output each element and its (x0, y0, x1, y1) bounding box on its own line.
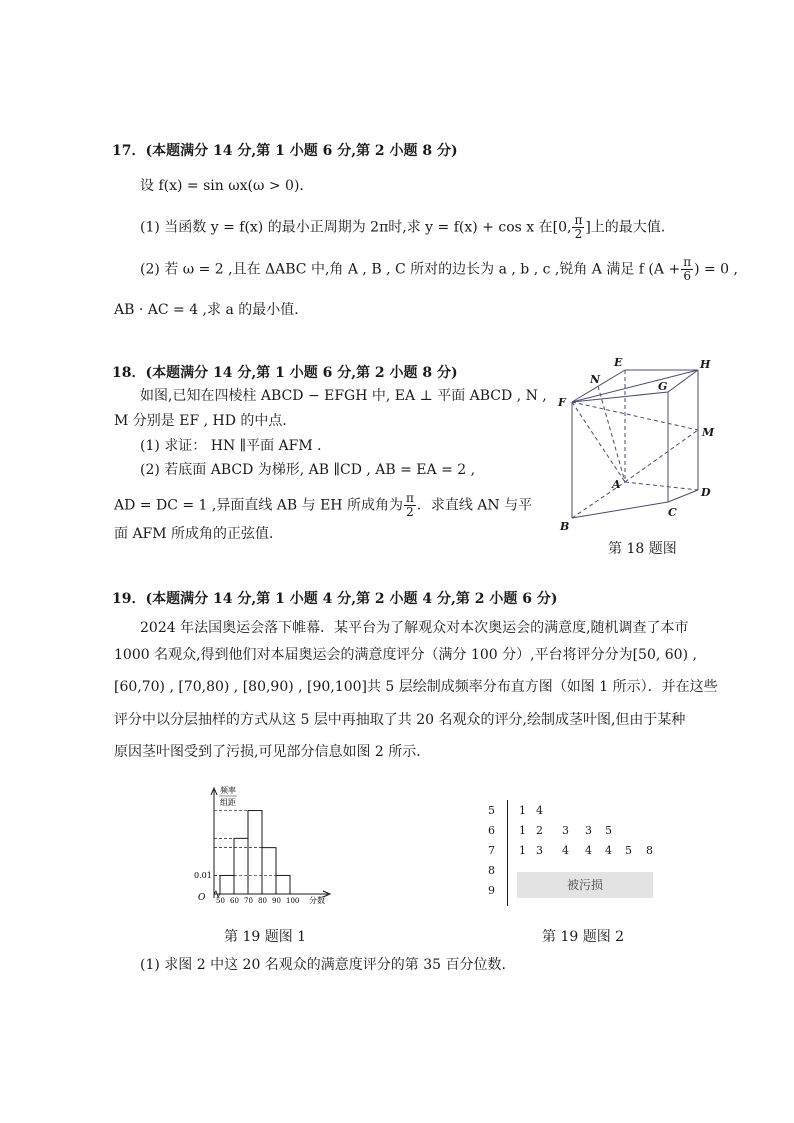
label-D: D (701, 486, 711, 499)
fraction-denominator: 2 (574, 227, 583, 241)
x-tick-label: 60 (230, 897, 239, 905)
label-H: H (700, 358, 711, 371)
histogram-bar (220, 875, 234, 894)
line-FM-hidden (572, 402, 698, 430)
q18-prism-figure (550, 350, 730, 540)
q19-line1: 2024 年法国奥运会落下帷幕．某平台为了解观众对本次奥运会的满意度,随机调查了本市 (140, 620, 689, 636)
q17-heading: 17．(本题满分 14 分,第 1 小题 6 分,第 2 小题 8 分) (112, 143, 458, 159)
q19-line4: 评分中以分层抽样的方式从这 5 层中再抽取了共 20 名观众的评分,绘制成茎叶图,但由于某种 (114, 712, 686, 728)
q18-line6: 面 AFM 所成角的正弦值． (114, 526, 284, 542)
x-tick-label: 90 (272, 897, 281, 905)
label-B: B (560, 520, 570, 533)
q19-heading: 19．(本题满分 14 分,第 1 小题 4 分,第 2 小题 4 分,第 2 小题 6 分) (112, 591, 558, 607)
fraction-numerator: π (683, 255, 692, 269)
q18-figure-caption: 第 18 题图 (608, 541, 677, 557)
q18-line5-text-a: AD = DC = 1 ,异面直线 AB 与 EH 所成角为 (114, 497, 403, 514)
q17-part2-text-a: (2) 若 ω = 2 ,且在 ΔABC 中,角 A , B , C 所对的边长为 a , b , c ,锐角 A 满足 f (A + (140, 261, 681, 278)
q18-line2: M 分别是 EF , HD 的中点． (114, 413, 297, 429)
origin-label: O (198, 893, 206, 903)
leaf: 3 (585, 824, 592, 837)
label-G: G (658, 380, 668, 393)
leaf: 4 (536, 804, 543, 817)
fraction-denominator: 6 (683, 269, 691, 283)
q17-setup: 设 f(x) = sin ωx(ω > 0)． (140, 178, 314, 194)
q17-part2-continued: AB · AC = 4 ,求 a 的最小值． (114, 302, 309, 318)
q17-part1-text-a: (1) 当函数 y = f(x) 的最小正周期为 2π时,求 y = f(x) + cos x 在[0, (140, 219, 572, 236)
leaf: 3 (562, 824, 569, 837)
stem-9: 9 (488, 884, 495, 897)
q19-question1: (1) 求图 2 中这 20 名观众的满意度评分的第 35 百分位数. (140, 957, 506, 973)
leaf: 2 (536, 824, 543, 837)
edge-AD-hidden (625, 482, 698, 490)
line-FA-hidden (572, 402, 625, 482)
stem-6: 6 (488, 824, 495, 837)
q19-line2: 1000 名观众,得到他们对本届奥运会的满意度评分（满分 100 分）,平台将评分分为[50, 60) , (114, 647, 697, 663)
stem-5: 5 (488, 804, 495, 817)
fraction-numerator: π (574, 213, 583, 227)
q19-line5: 原因茎叶图受到了污损,可见部分信息如图 2 所示． (114, 744, 431, 760)
y-label-top: 频率 (220, 786, 236, 795)
x-axis-label: 分数 (309, 896, 325, 905)
q18-line5 (114, 492, 532, 519)
histogram-bar (276, 875, 290, 894)
leaf: 4 (562, 844, 569, 857)
q19-histogram (190, 780, 340, 910)
q18-line5-fraction (404, 492, 416, 519)
label-A: A (612, 478, 621, 491)
label-C: C (668, 506, 677, 519)
leaf: 5 (605, 824, 612, 837)
label-M: M (702, 426, 715, 439)
x-tick-label: 70 (244, 897, 253, 905)
q18-line5-text-b: ．求直线 AN 与平 (416, 497, 533, 514)
leaf: 4 (605, 844, 612, 857)
leaf: 1 (519, 824, 526, 837)
leaf: 4 (585, 844, 592, 857)
histogram-bar (262, 848, 276, 894)
leaf: 5 (625, 844, 632, 857)
label-E: E (614, 356, 623, 369)
x-tick-label: 80 (258, 897, 267, 905)
q17-part1 (140, 214, 665, 241)
line-AM-hidden (625, 430, 698, 482)
y-label-bottom: 组距 (220, 798, 236, 807)
label-F: F (558, 396, 566, 409)
x-tick-label: 50 (216, 897, 225, 905)
edge-BC (572, 502, 668, 518)
q18-heading: 18．(本题满分 14 分,第 1 小题 6 分,第 2 小题 8 分) (112, 365, 458, 381)
q17-part2-fraction (681, 256, 693, 283)
q17-part2-text-b: ) = 0 , (694, 261, 738, 278)
x-tick-label: 100 (286, 897, 300, 905)
label-N: N (590, 373, 601, 386)
edge-CD (668, 490, 698, 502)
leaf: 3 (536, 844, 543, 857)
leaf: 1 (519, 844, 526, 857)
histogram-bar (234, 838, 248, 894)
q19-line3: [60,70) , [70,80) , [80,90) , [90,100]共 5 层绘制成频率分布直方图（如图 1 所示）．并在这些 (114, 679, 718, 695)
q19-stem-leaf (480, 800, 660, 910)
stem-8: 8 (488, 864, 495, 877)
q17-part1-text-b: ]上的最大值. (585, 219, 666, 236)
q18-line4: (2) 若底面 ABCD 为梯形, AB ∥CD , AB = EA = 2 , (140, 462, 476, 478)
leaf: 8 (646, 844, 653, 857)
y-tick-label: 0.01 (194, 871, 212, 880)
stem-divider (507, 800, 508, 906)
q19-fig2-caption: 第 19 题图 2 (542, 929, 625, 945)
q18-line3: (1) 求证： HN ∥平面 AFM ． (140, 438, 332, 454)
smudged-region: 被污损 (517, 872, 653, 898)
stem-7: 7 (488, 844, 495, 857)
leaf: 1 (519, 804, 526, 817)
line-NA-hidden (598, 386, 625, 482)
fraction-denominator: 2 (406, 505, 414, 519)
q19-fig1-caption: 第 19 题图 1 (224, 929, 307, 945)
q18-line1: 如图,已知在四棱柱 ABCD − EFGH 中, EA ⊥ 平面 ABCD , N , (140, 388, 547, 404)
q17-part1-fraction (572, 214, 584, 241)
histogram-bar (248, 811, 262, 894)
q17-part2 (140, 256, 738, 283)
fraction-numerator: π (405, 491, 414, 505)
